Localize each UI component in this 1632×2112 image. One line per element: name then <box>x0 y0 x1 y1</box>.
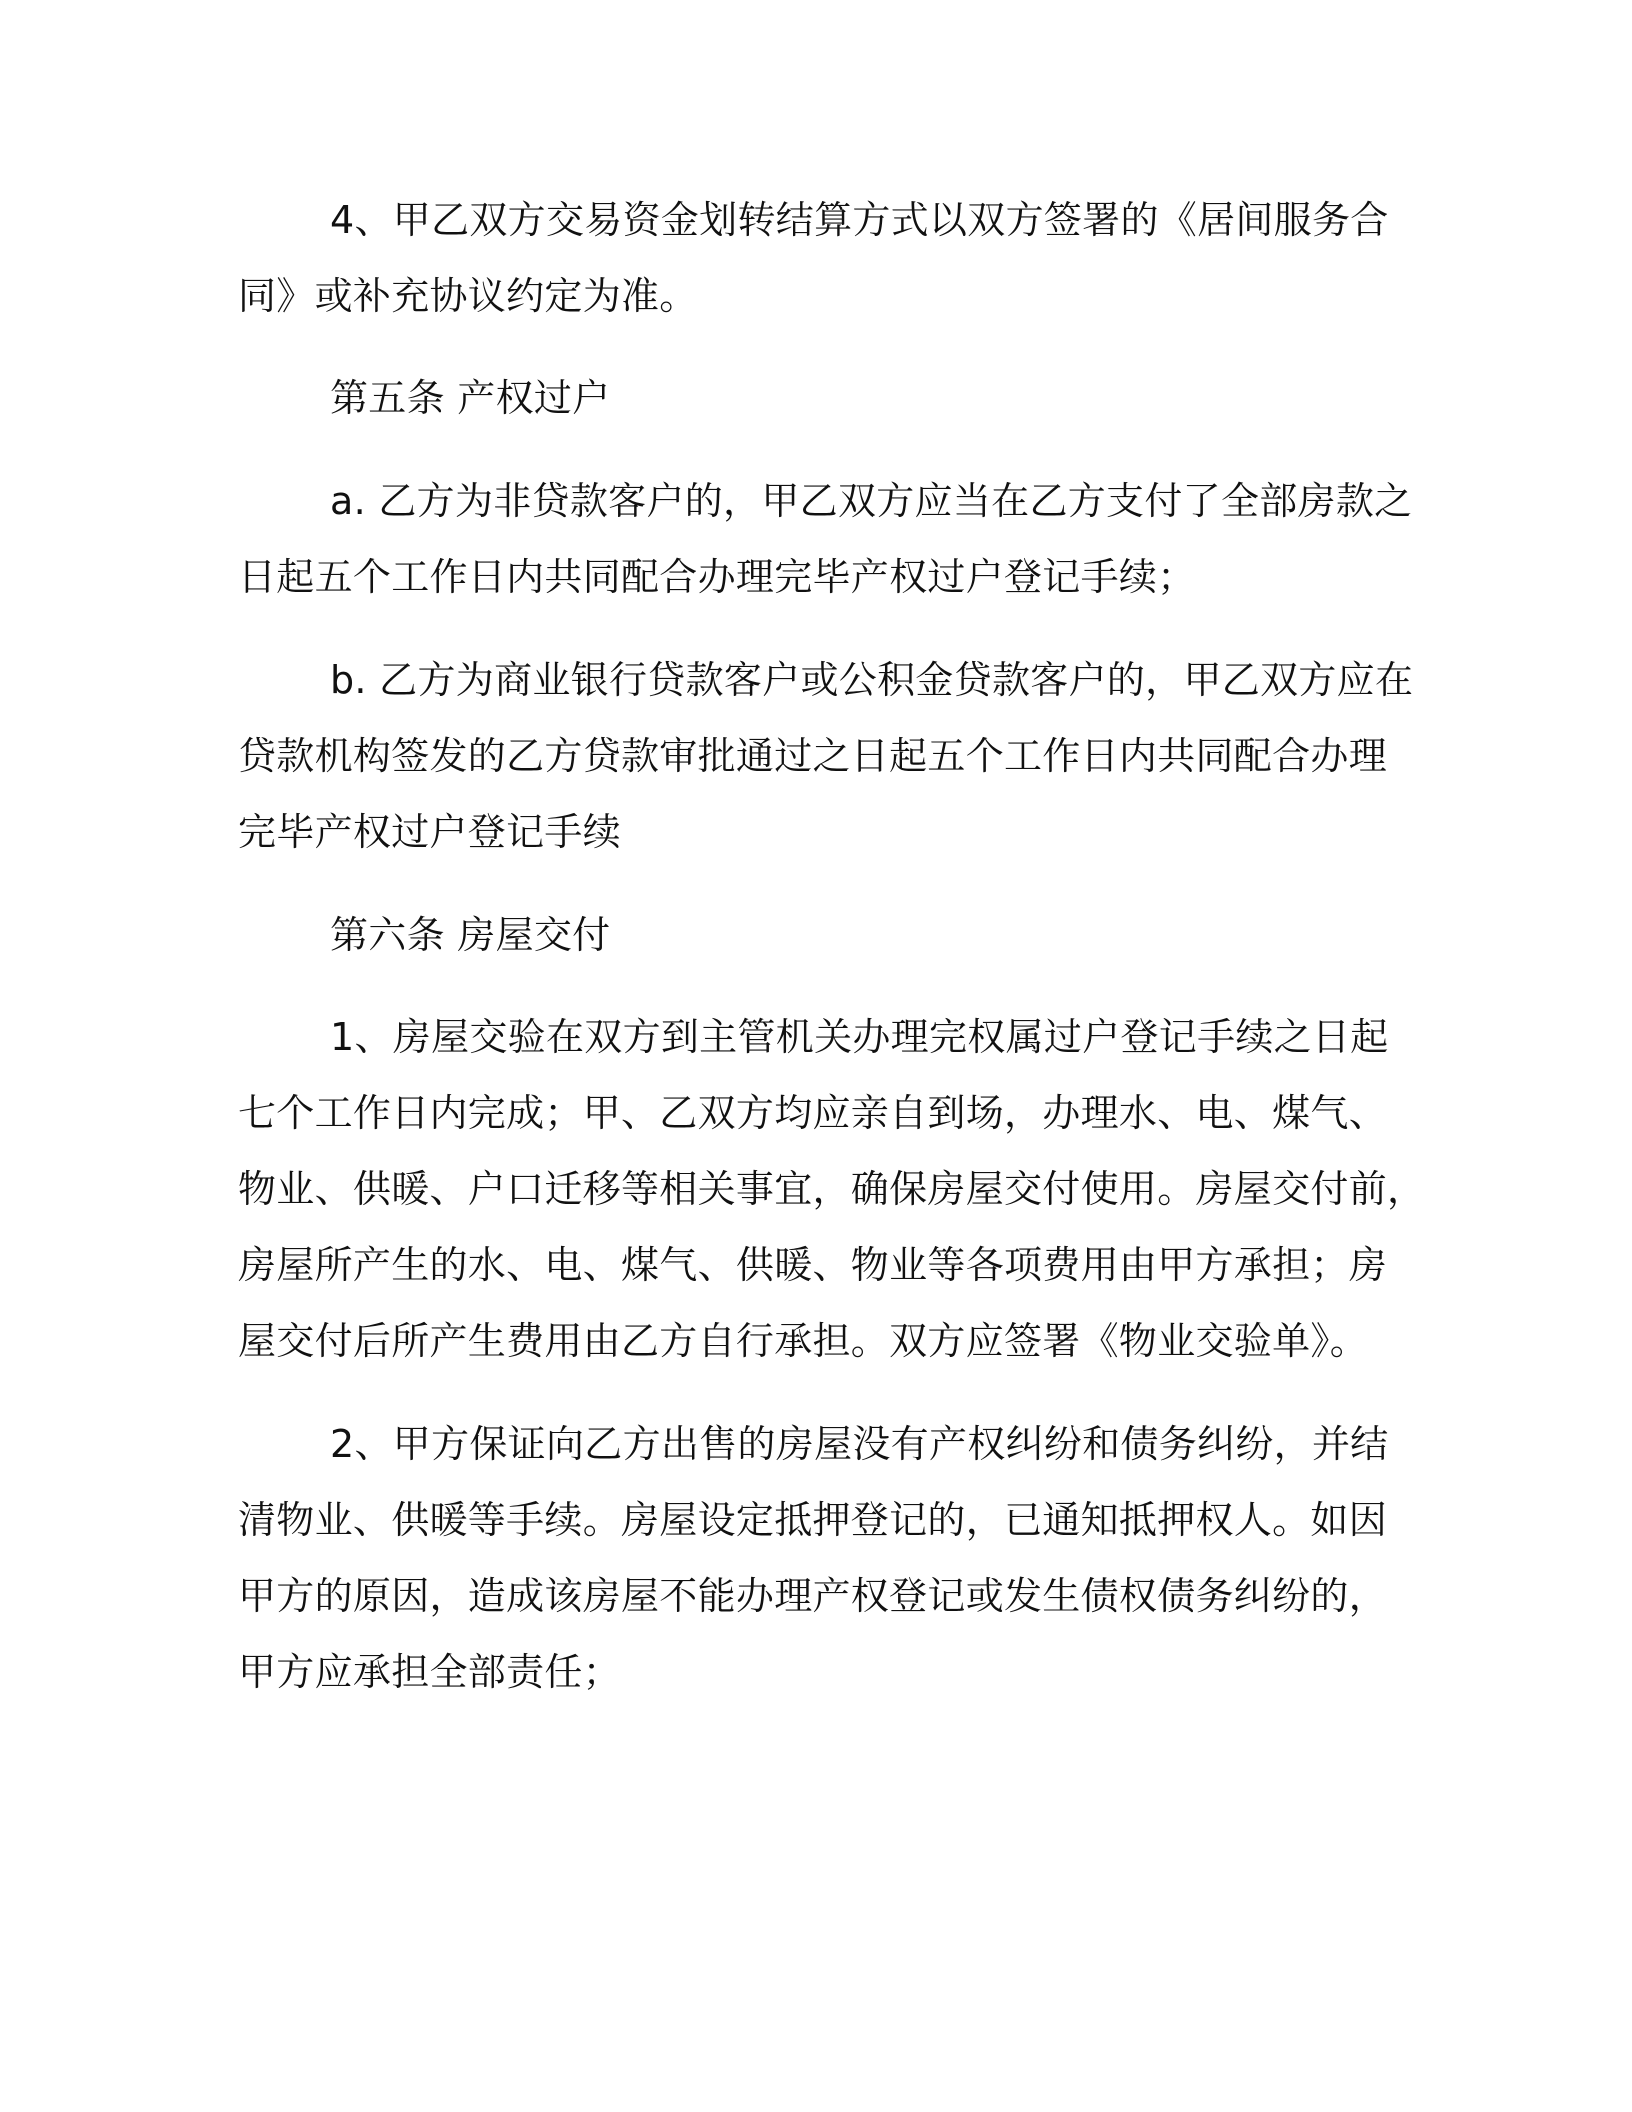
clause-5a-line-2: 日起五个工作日内共同配合办理完毕产权过户登记手续； <box>238 555 1196 599</box>
clause-4-line-1: 4、甲乙双方交易资金划转结算方式以双方签署的《居间服务合 <box>330 198 1389 242</box>
clause-5b-line-1: b. 乙方为商业银行贷款客户或公积金贷款客户的，甲乙双方应在 <box>330 658 1414 702</box>
clause-5b-line-2: 贷款机构签发的乙方贷款审批通过之日起五个工作日内共同配合办理 <box>238 734 1388 778</box>
clause-6-1-line-2: 七个工作日内完成；甲、乙双方均应亲自到场，办理水、电、煤气、 <box>238 1091 1388 1135</box>
clause-6-1-line-4: 房屋所产生的水、电、煤气、供暖、物业等各项费用由甲方承担；房 <box>238 1243 1388 1287</box>
article-5-heading: 第五条 产权过户 <box>330 376 611 420</box>
clause-6-1-line-1: 1、房屋交验在双方到主管机关办理完权属过户登记手续之日起 <box>330 1015 1389 1059</box>
clause-6-2-line-2: 清物业、供暖等手续。房屋设定抵押登记的，已通知抵押权人。如因 <box>238 1498 1388 1542</box>
clause-6-2-line-1: 2、甲方保证向乙方出售的房屋没有产权纠纷和债务纠纷，并结 <box>330 1422 1389 1466</box>
clause-6-2-line-3: 甲方的原因，造成该房屋不能办理产权登记或发生债权债务纠纷的， <box>238 1574 1388 1618</box>
clause-4-line-2: 同》或补充协议约定为准。 <box>238 274 698 318</box>
article-6-heading: 第六条 房屋交付 <box>330 913 611 957</box>
clause-6-1-line-3: 物业、供暖、户口迁移等相关事宜，确保房屋交付使用。房屋交付前， <box>238 1167 1426 1211</box>
clause-6-1-line-5: 屋交付后所产生费用由乙方自行承担。双方应签署《物业交验单》。 <box>238 1319 1369 1363</box>
clause-6-2-line-4: 甲方应承担全部责任； <box>238 1650 622 1694</box>
clause-5a-line-1: a. 乙方为非贷款客户的，甲乙双方应当在乙方支付了全部房款之 <box>330 479 1413 523</box>
clause-5b-line-3: 完毕产权过户登记手续 <box>238 810 622 854</box>
